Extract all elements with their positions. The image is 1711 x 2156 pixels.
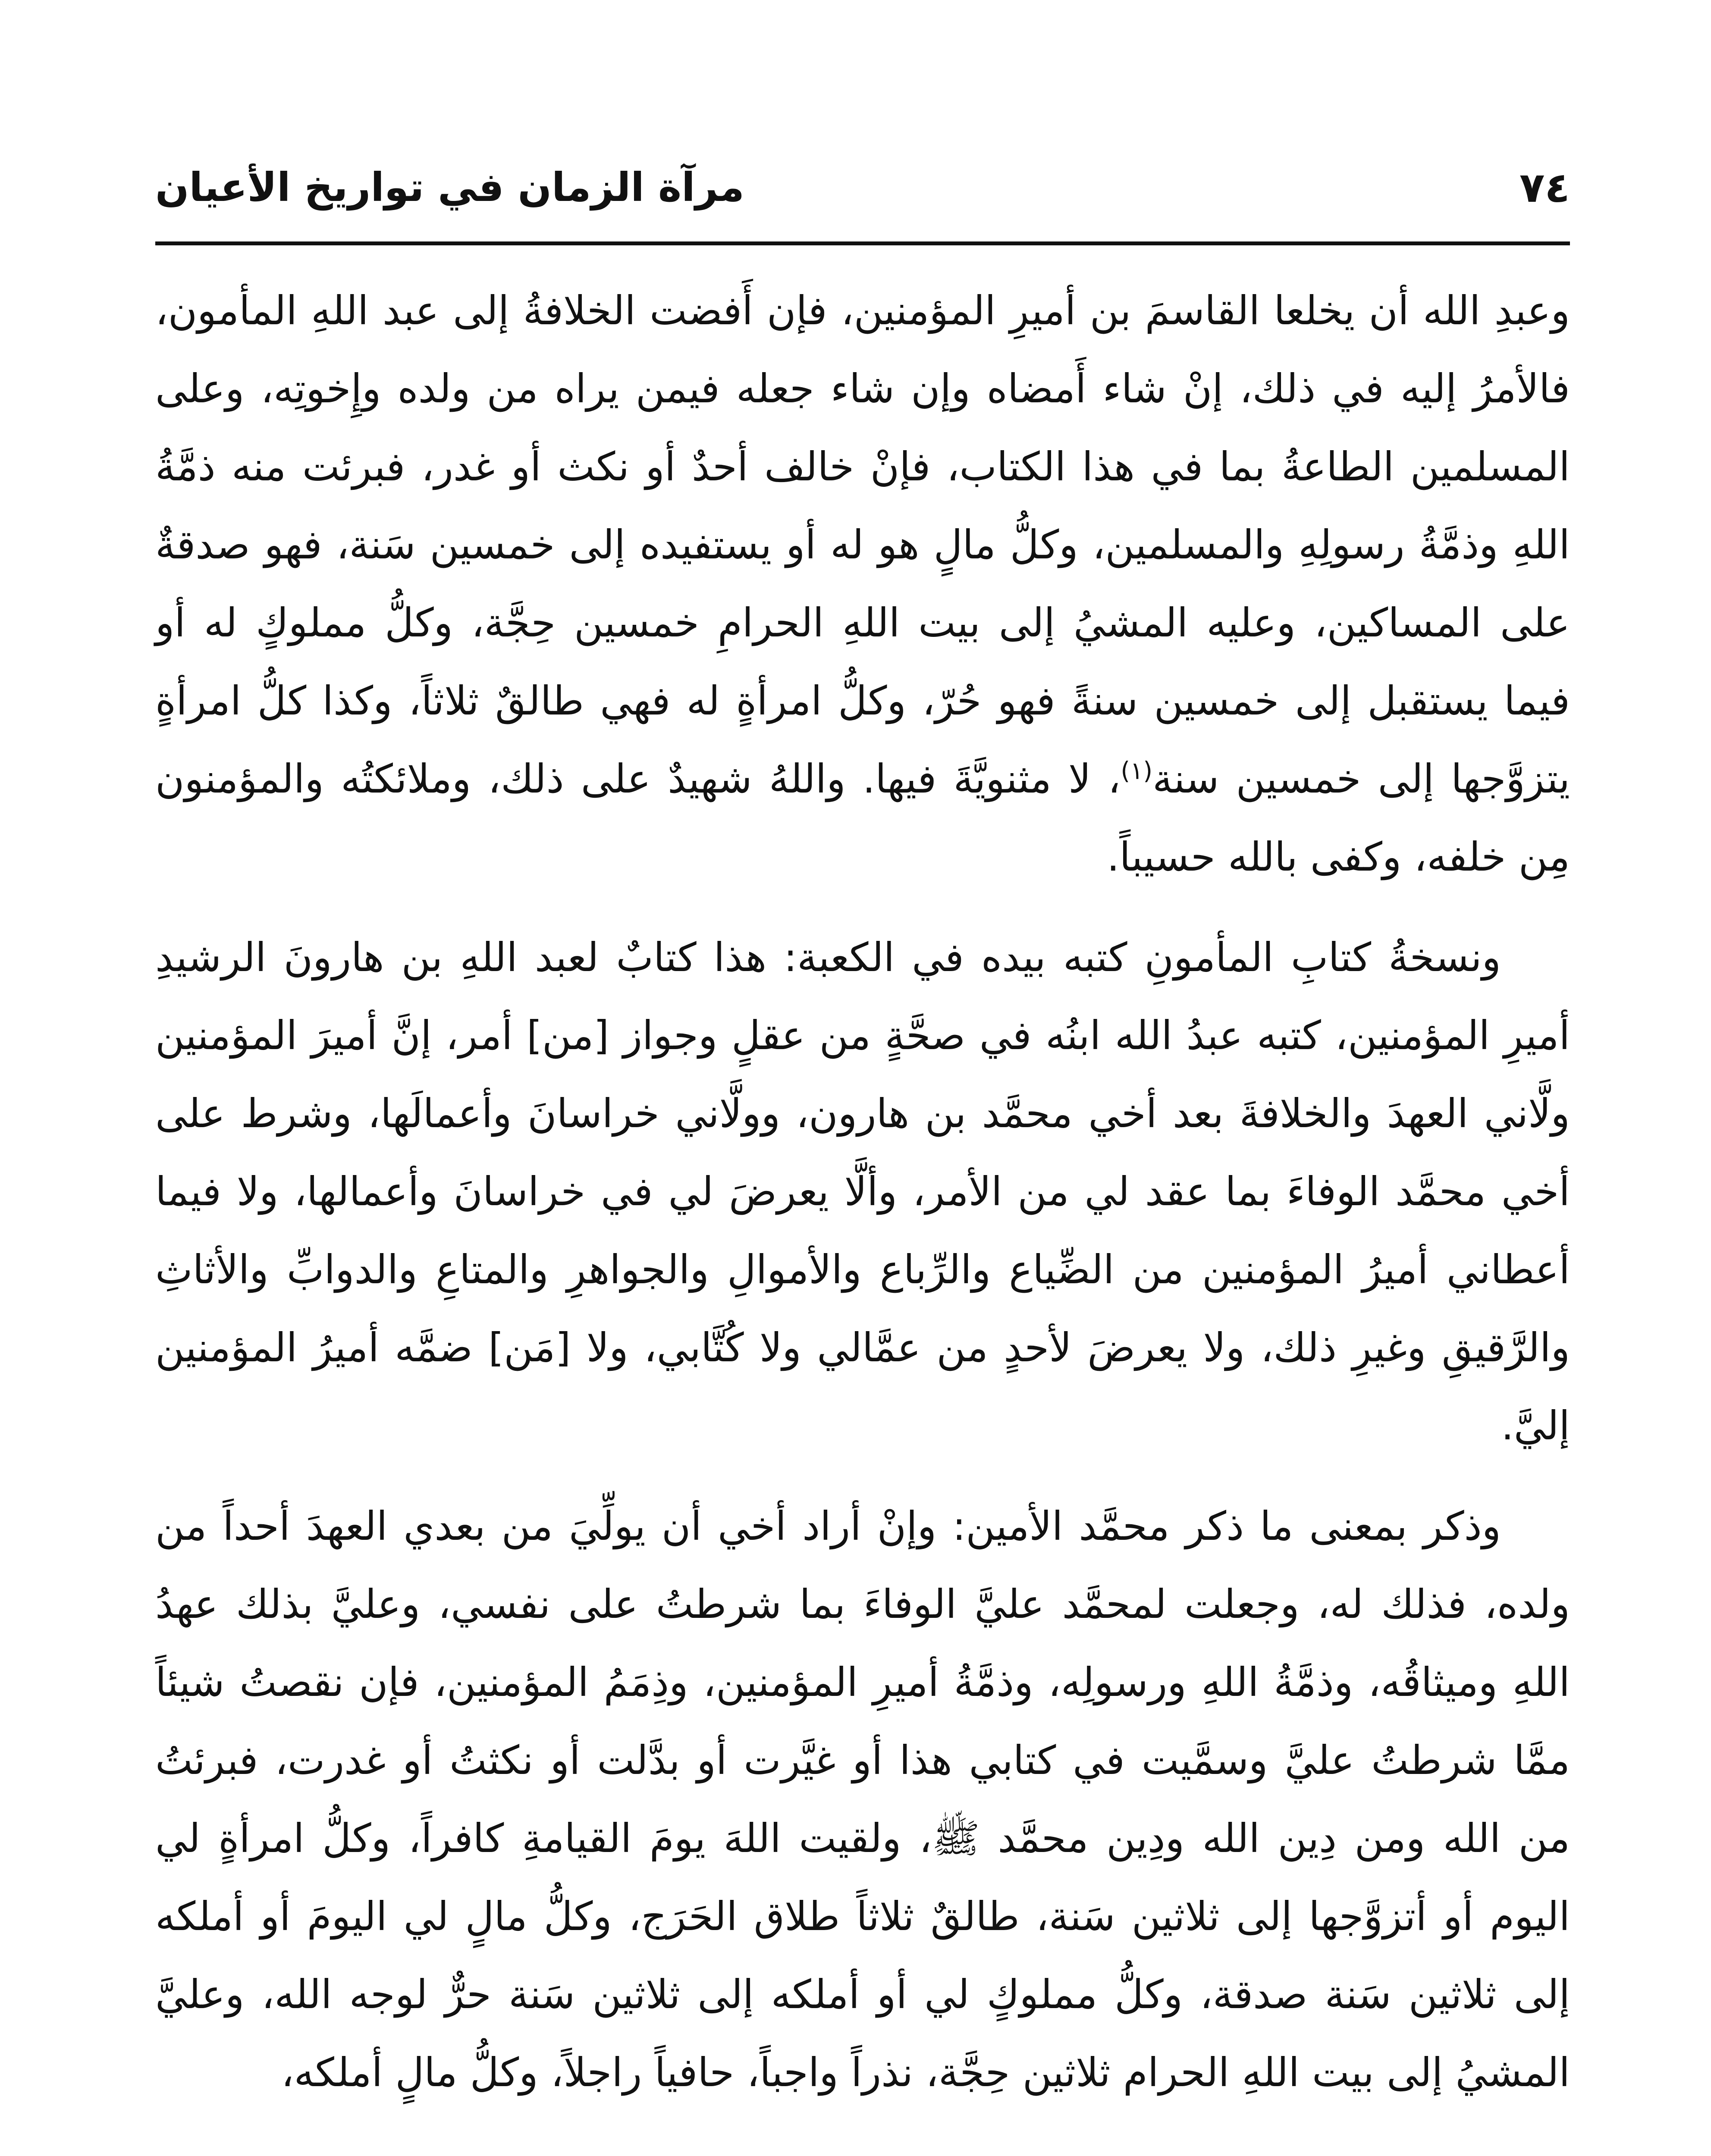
page-header — [155, 155, 1570, 220]
paragraph-3: وذكر بمعنى ما ذكر محمَّد الأمين: وإنْ أراد أخي أن يولِّيَ من بعدي العهدَ أحداً من ولده، فذلك له، وجعلت لمحمَّد عليَّ الوفاءَ بما شرطتُ على نفسي، وعليَّ بذلك عهدُ اللهِ وميثاقُه، وذمَّةُ اللهِ ورسولِه، وذمَّةُ أميرِ المؤمنين، وذِمَمُ المؤمنين، فإن نقصتُ شيئاً ممَّا شرطتُ عليَّ وسمَّيت في كتابي هذا أو غيَّرت أو بدَّلت أو نكثتُ أو غدرت، فبرئتُ من الله ومن دِين الله ودِين محمَّد ﷺ، ولقيت اللهَ يومَ القيامةِ كافراً، وكلُّ امرأةٍ لي اليوم أو أتزوَّجها إلى ثلاثين سَنة، طالقٌ ثلاثاً طلاق الحَرَج، وكلُّ مالٍ لي اليومَ أو أملكه إلى ثلاثين سَنة صدقة، وكلُّ مملوكٍ لي أو أملكه إلى ثلاثين سَنة حرٌّ لوجه الله، وعليَّ المشيُ إلى بيت اللهِ الحرام ثلاثين حِجَّة، نذراً واجباً، حافياً راجلاً، وكلُّ مالٍ أملكه، — [155, 1503, 1570, 2096]
main-text — [155, 272, 1570, 2134]
header-divider — [155, 241, 1570, 245]
paragraph-1-continuation: ، لا مثنويَّةَ فيها. واللهُ شهيدٌ على ذلك، وملائكتُه والمؤمنون مِن خلفه، وكفى بالله حسيباً. — [155, 756, 1570, 880]
page-number: ٧٤ — [1519, 163, 1570, 212]
book-title: مرآة الزمان في تواريخ الأعيان — [155, 164, 744, 210]
footnote-reference: (١) — [1121, 757, 1153, 785]
paragraph-2: ونسخةُ كتابِ المأمونِ كتبه بيده في الكعبة: هذا كتابٌ لعبد اللهِ بن هارونَ الرشيدِ أميرِ المؤمنين، كتبه عبدُ الله ابنُه في صحَّةٍ من عقلٍ وجواز [من] أمر، إنَّ أميرَ المؤمنين ولَّاني العهدَ والخلافةَ بعد أخي محمَّد بن هارون، وولَّاني خراسانَ وأعمالَها، وشرط على أخي محمَّد الوفاءَ بما عقد لي من الأمر، وألَّا يعرضَ لي في خراسانَ وأعمالها، ولا فيما أعطاني أميرُ المؤمنين من الضِّياع والرِّباع والأموالِ والجواهرِ والمتاعِ والدوابِّ والأثاثِ والرَّقيقِ وغيرِ ذلك، ولا يعرضَ لأحدٍ من عمَّالي ولا كُتَّابي، ولا [مَن] ضمَّه أميرُ المؤمنين إليَّ. — [155, 934, 1570, 1449]
paragraph-1-text: وعبدِ الله أن يخلعا القاسمَ بن أميرِ المؤمنين، فإن أَفضت الخلافةُ إلى عبد اللهِ المأمون، فالأمرُ إليه في ذلك، إنْ شاء أَمضاه وإن شاء جعله فيمن يراه من ولده وإِخوتِه، وعلى المسلمين الطاعةُ بما في هذا الكتاب، فإنْ خالف أحدٌ أو نكث أو غدر، فبرئت منه ذمَّةُ اللهِ وذمَّةُ رسولِهِ والمسلمين، وكلُّ مالٍ هو له أو يستفيده إلى خمسين سَنة، فهو صدقةٌ على المساكين، وعليه المشيُ إلى بيت اللهِ الحرامِ خمسين حِجَّة، وكلُّ مملوكٍ له أو فيما يستقبل إلى خمسين سنةً فهو حُرّ، وكلُّ امرأةٍ له فهي طالقٌ ثلاثاً، وكذا كلُّ امرأةٍ يتزوَّجها إلى خمسين سنة — [155, 288, 1570, 802]
paragraph-1 — [155, 272, 1570, 896]
